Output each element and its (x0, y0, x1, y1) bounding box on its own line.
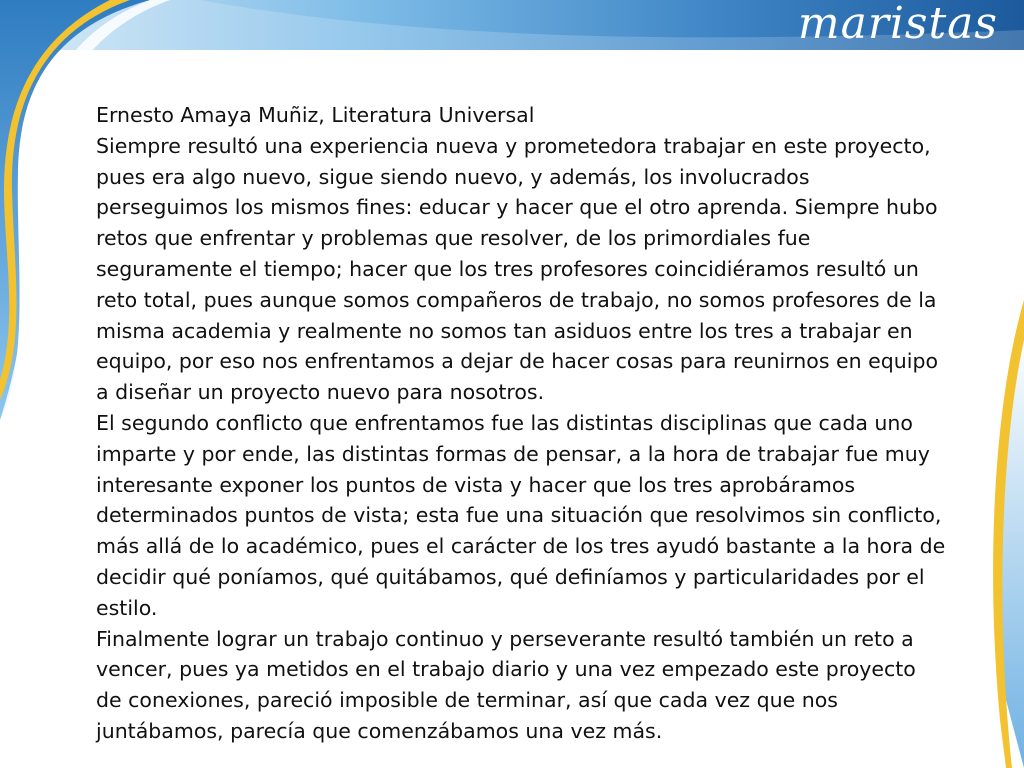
paragraph-1: Siempre resultó una experiencia nueva y prometedora trabajar en este proyecto, pues era algo nuevo, sigue siendo nuevo, y además, los involucrados perseguimos los mismos fines: educar y hacer que el otro aprenda. Siempre hubo retos que enfrentar y problemas que resolver, de los primordiales fue seguramente el tiempo; hacer que los tres profesores coincidiéramos resultó un reto total, pues aunque somos compañeros de trabajo, no somos profesores de la misma academia y realmente no somos tan asiduos entre los tres a trabajar en equipo, por eso nos enfrentamos a dejar de hacer cosas para reunirnos en equipo a diseñar un proyecto nuevo para nosotros. (96, 133, 939, 405)
paragraph-3: Finalmente lograr un trabajo continuo y perseverante resultó también un reto a vencer, pues ya metidos en el trabajo diario y una vez empezado este proyecto de conexiones, pareció imposible de terminar, así que cada vez que nos juntábamos, parecía que comenzábamos una vez más. (96, 626, 916, 743)
slide-body (96, 100, 946, 747)
slide-heading: Ernesto Amaya Muñiz, Literatura Universal (96, 103, 535, 127)
paragraph-2: El segundo conflicto que enfrentamos fue las distintas disciplinas que cada uno imparte y por ende, las distintas formas de pensar, a la hora de trabajar fue muy interesante exponer los puntos de vista y hacer que los tres aprobáramos determinados puntos de vista; esta fue una situación que resolvimos sin conflicto, más allá de lo académico, pues el carácter de los tres ayudó bastante a la hora de decidir qué poníamos, qué quitábamos, qué definíamos y particularidades por el estilo. (96, 410, 946, 620)
maristas-logo: maristas (797, 0, 998, 49)
